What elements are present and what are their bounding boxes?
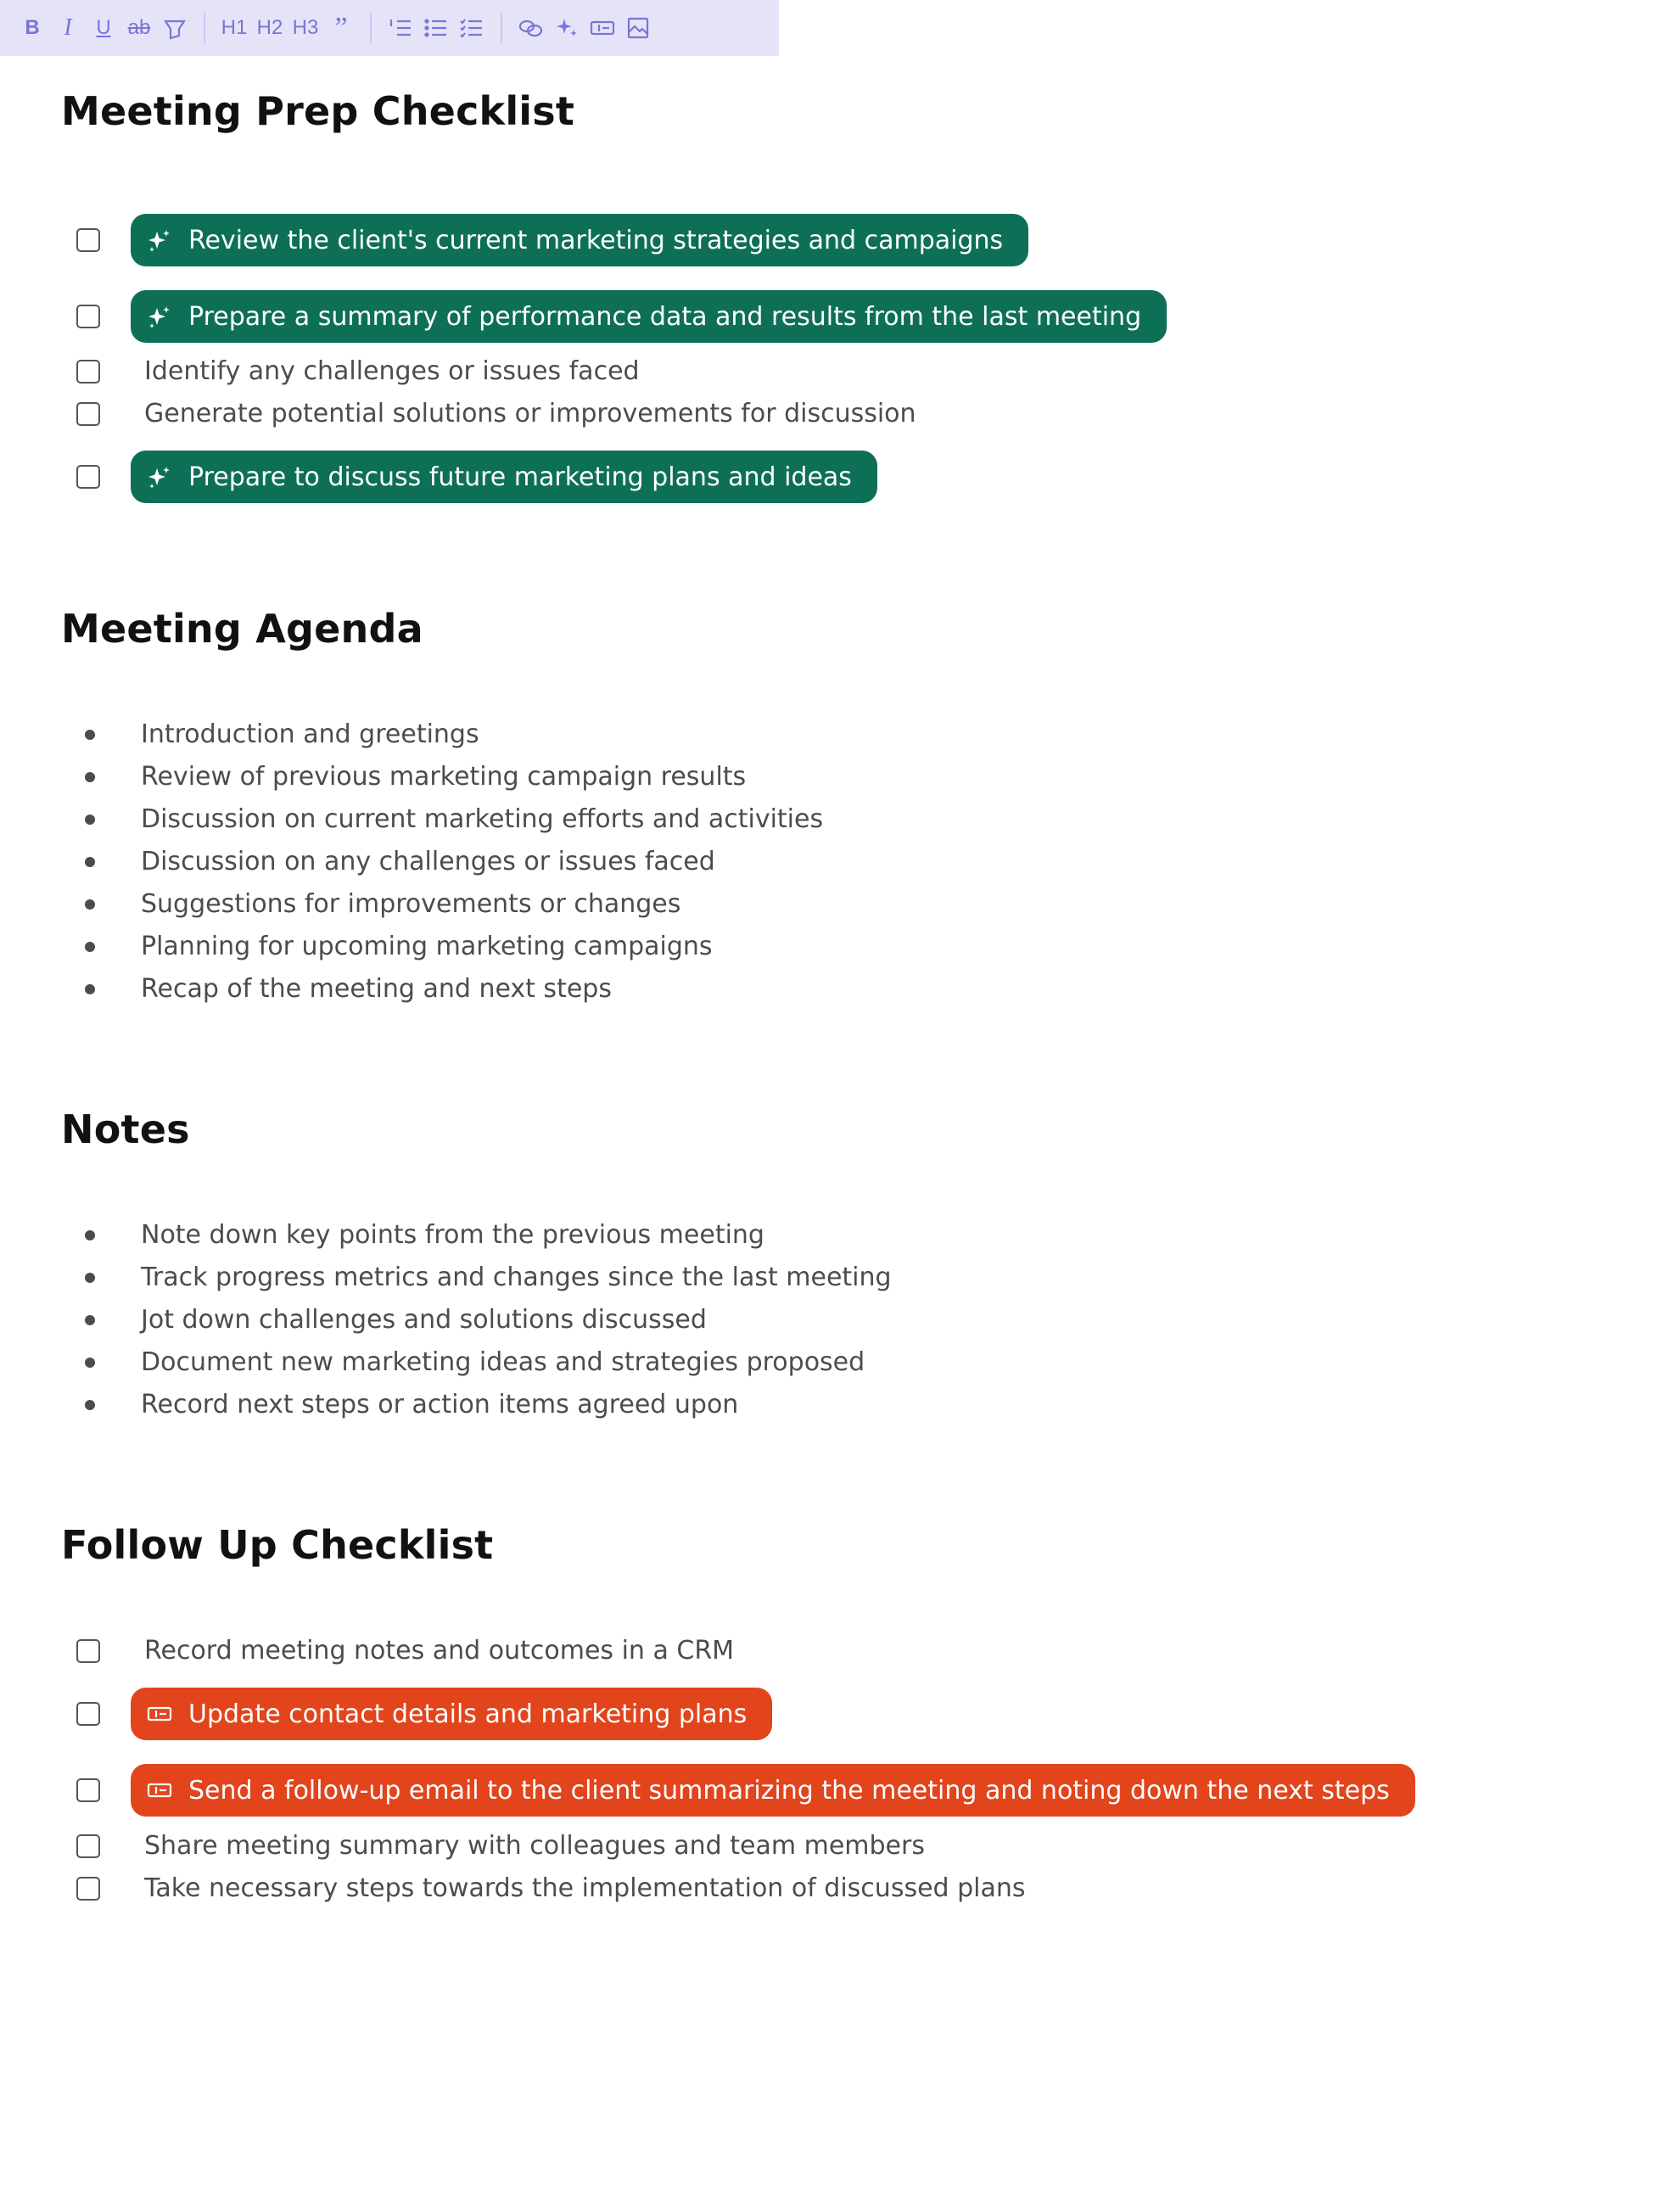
checkbox[interactable] xyxy=(76,1778,100,1802)
toolbar-divider xyxy=(370,13,372,43)
checklist-item-label: Identify any challenges or issues faced xyxy=(144,356,640,386)
list-item-label: Review of previous marketing campaign results xyxy=(141,762,747,792)
checklist-item-label: Send a follow-up email to the client summarizing the meeting and noting down the next steps xyxy=(188,1775,1390,1806)
underline-button[interactable]: U xyxy=(96,16,111,39)
image-icon[interactable] xyxy=(623,9,653,47)
bullet xyxy=(85,1358,95,1368)
list-item-label: Recap of the meeting and next steps xyxy=(141,974,612,1004)
checklist-item-label: Take necessary steps towards the implementation of discussed plans xyxy=(144,1873,1026,1903)
task-pill[interactable] xyxy=(131,1688,772,1740)
list-item-label: Discussion on current marketing efforts and activities xyxy=(141,804,824,834)
embed-icon xyxy=(146,1700,176,1727)
bullet-list-icon[interactable] xyxy=(421,9,451,47)
bullet xyxy=(85,857,95,867)
checklist-item-label: Prepare to discuss future marketing plans and ideas xyxy=(188,462,852,492)
checklist-item-label: Prepare a summary of performance data and results from the last meeting xyxy=(188,301,1142,332)
section-heading-agenda: Meeting Agenda xyxy=(61,606,423,652)
checkbox[interactable] xyxy=(76,402,100,426)
checklist-item xyxy=(61,290,1167,343)
quote-button[interactable]: ” xyxy=(334,12,348,43)
italic-button[interactable]: I xyxy=(64,14,72,41)
list-item-label: Track progress metrics and changes since the last meeting xyxy=(141,1263,892,1292)
bullet xyxy=(85,1315,95,1325)
list-item xyxy=(61,804,823,834)
embed-icon xyxy=(146,1777,176,1804)
checkbox[interactable] xyxy=(76,360,100,384)
heading1-button[interactable]: H1 xyxy=(221,16,248,39)
checklist-item xyxy=(61,356,640,386)
bullet xyxy=(85,815,95,825)
checkbox[interactable] xyxy=(76,1639,100,1663)
list-item xyxy=(61,932,713,961)
toolbar-divider xyxy=(501,13,502,43)
list-item-label: Introduction and greetings xyxy=(141,719,479,749)
checklist-item-label: Record meeting notes and outcomes in a CRM xyxy=(144,1636,735,1666)
list-item-label: Record next steps or action items agreed upon xyxy=(141,1390,739,1419)
checklist-item-label: Review the client's current marketing strategies and campaigns xyxy=(188,225,1004,255)
checklist-item xyxy=(61,1636,734,1666)
list-item xyxy=(61,1347,865,1377)
list-item-label: Suggestions for improvements or changes xyxy=(141,889,681,919)
checkbox[interactable] xyxy=(76,1877,100,1901)
checkbox[interactable] xyxy=(76,1702,100,1726)
checklist-item xyxy=(61,214,1028,266)
checklist-item-label: Share meeting summary with colleagues and team members xyxy=(144,1831,925,1861)
list-item-label: Jot down challenges and solutions discussed xyxy=(141,1305,707,1335)
highlight-icon[interactable] xyxy=(160,9,190,47)
list-item-label: Note down key points from the previous meeting xyxy=(141,1220,764,1250)
section-heading-followup: Follow Up Checklist xyxy=(61,1522,494,1568)
checklist-item xyxy=(61,451,877,503)
heading2-button[interactable]: H2 xyxy=(256,16,283,39)
list-item xyxy=(61,1305,707,1335)
bullet xyxy=(85,984,95,994)
ai-sparkle-icon xyxy=(146,463,176,490)
ai-suggestion-pill[interactable] xyxy=(131,290,1167,343)
list-item xyxy=(61,1390,738,1419)
section-heading-prep: Meeting Prep Checklist xyxy=(61,88,575,134)
list-item-label: Document new marketing ideas and strategies proposed xyxy=(141,1347,865,1377)
list-item-label: Planning for upcoming marketing campaigns xyxy=(141,932,713,961)
section-heading-notes: Notes xyxy=(61,1106,190,1152)
list-item-label: Discussion on any challenges or issues faced xyxy=(141,847,715,876)
bullet xyxy=(85,1230,95,1240)
list-item xyxy=(61,1263,892,1292)
checkbox[interactable] xyxy=(76,228,100,252)
ai-sparkle-icon xyxy=(146,227,176,254)
bullet xyxy=(85,730,95,740)
bullet xyxy=(85,1273,95,1283)
checklist-item xyxy=(61,1764,1415,1817)
bullet xyxy=(85,1400,95,1410)
formatting-toolbar xyxy=(0,0,779,56)
list-item xyxy=(61,762,746,792)
link-icon[interactable] xyxy=(516,9,546,47)
ai-suggestion-pill[interactable] xyxy=(131,214,1028,266)
list-item xyxy=(61,1220,764,1250)
checkbox[interactable] xyxy=(76,1834,100,1858)
embed-icon[interactable] xyxy=(587,9,618,47)
list-item xyxy=(61,974,612,1004)
checklist-item-label: Generate potential solutions or improvements for discussion xyxy=(144,399,916,428)
checklist-item xyxy=(61,399,916,428)
ai-sparkle-icon[interactable] xyxy=(552,9,582,47)
checklist-item xyxy=(61,1831,925,1861)
ordered-list-icon[interactable] xyxy=(385,9,416,47)
bold-button[interactable]: B xyxy=(25,16,40,39)
checklist-item xyxy=(61,1688,772,1740)
list-item xyxy=(61,847,715,876)
heading3-button[interactable]: H3 xyxy=(292,16,319,39)
checkbox[interactable] xyxy=(76,305,100,328)
ai-sparkle-icon xyxy=(146,303,176,330)
list-item xyxy=(61,889,680,919)
checkbox[interactable] xyxy=(76,465,100,489)
bullet xyxy=(85,942,95,952)
checklist-icon[interactable] xyxy=(456,9,487,47)
list-item xyxy=(61,719,479,749)
checklist-item xyxy=(61,1873,1026,1903)
bullet xyxy=(85,899,95,910)
bullet xyxy=(85,772,95,782)
toolbar-divider xyxy=(204,13,205,43)
ai-suggestion-pill[interactable] xyxy=(131,451,877,503)
strikethrough-button[interactable]: ab xyxy=(127,16,151,39)
checklist-item-label: Update contact details and marketing plans xyxy=(188,1699,748,1729)
task-pill[interactable] xyxy=(131,1764,1415,1817)
